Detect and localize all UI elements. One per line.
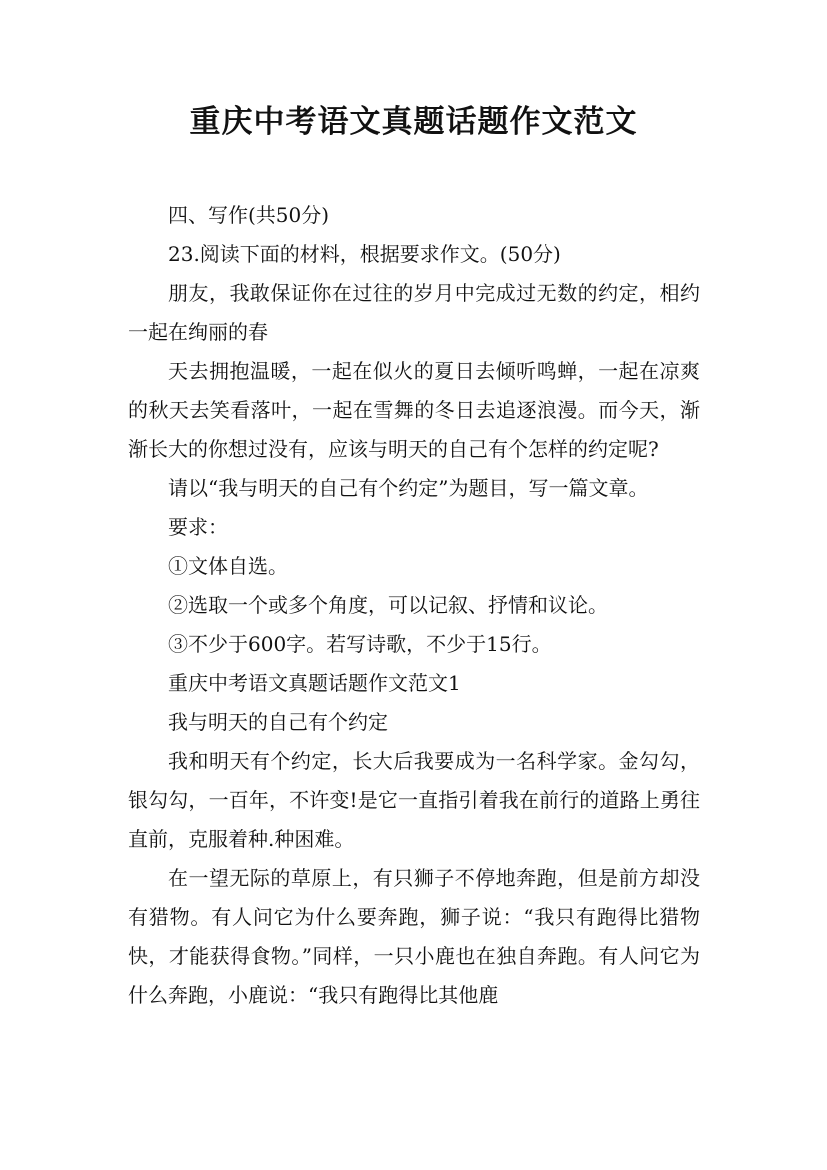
paragraph-requirements-label: 要求： [168,515,228,539]
paragraph-requirement-2: ②选取一个或多个角度，可以记叙、抒情和议论。 [168,593,608,617]
paragraph-essay-1: 我和明天有个约定，长大后我要成为一名科学家。金勾勾，银勾勾，一百年，不许变!是它一直指引着我在前行的道路上勇往直前，克服着种.种困难。 [128,749,700,851]
paragraph-section-heading: 四、写作(共50分) [168,203,330,227]
paragraph-essay-title: 我与明天的自己有个约定 [168,710,388,734]
document-title: 重庆中考语文真题话题作文范文 [189,104,638,140]
paragraph-material-2: 天去拥抱温暖，一起在似火的夏日去倾听鸣蝉，一起在凉爽的秋天去笑看落叶，一起在雪舞的冬日去追逐浪漫。而今天，渐渐长大的你想过没有，应该与明天的自己有个怎样的约定呢? [128,359,700,461]
paragraph-requirement-3: ③不少于600字。若写诗歌，不少于15行。 [168,632,552,656]
paragraph-material-1: 朋友，我敢保证你在过往的岁月中完成过无数的约定，相约一起在绚丽的春 [128,281,700,344]
paragraph-requirement-1: ①文体自选。 [168,554,288,578]
document-body [128,196,700,1015]
paragraph-essay-2: 在一望无际的草原上，有只狮子不停地奔跑，但是前方却没有猎物。有人问它为什么要奔跑，狮子说：“我只有跑得比猎物快，才能获得食物。”同样，一只小鹿也在独自奔跑。有人问它为什么奔跑，小鹿说：“我只有跑得比其他鹿 [128,866,700,1007]
paragraph-prompt: 请以“我与明天的自己有个约定”为题目，写一篇文章。 [168,476,649,500]
paragraph-question: 23.阅读下面的材料，根据要求作文。(50分) [168,242,561,266]
paragraph-essay-heading: 重庆中考语文真题话题作文范文1 [168,671,461,695]
